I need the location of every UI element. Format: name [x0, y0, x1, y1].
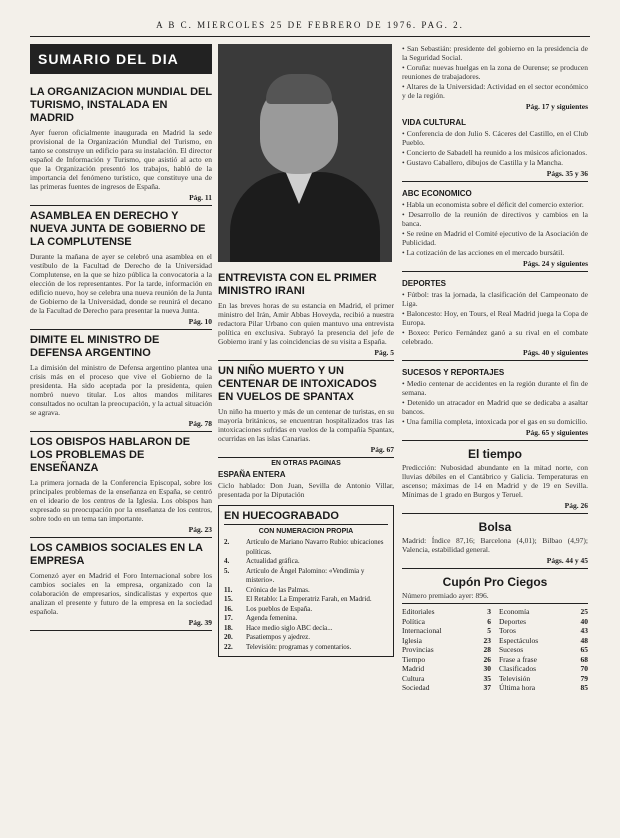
spantax-page: Pág. 67	[370, 445, 394, 454]
bullet-text: Habla un economista sobre el déficit del comercio exterior.	[406, 200, 584, 209]
index-page: 28	[483, 645, 491, 654]
index-label: Deportes	[499, 616, 527, 626]
bullet-text: La cotización de las acciones en el mercado bursátil.	[406, 248, 565, 257]
item-text: Crónica de las Palmas.	[246, 585, 310, 594]
news-bullet: • Detenido un atracador en Madrid que se dedicaba a asaltar bancos.	[402, 398, 588, 416]
article-title: LOS OBISPOS HABLARON DE LOS PROBLEMAS DE ENSEÑANZA	[30, 436, 191, 474]
index-page: 85	[580, 683, 588, 692]
article-body: La primera jornada de la Conferencia Episcopal, sobre los principales problemas de la enseñanza en España, se centró en el ideario de los centros de la Iglesia. Los obispos han expresado su preocupación por la enseñanza de los centros, sobre todo en un tema tan importante.	[30, 478, 212, 523]
news-section	[402, 182, 588, 272]
huecograbado-item	[224, 567, 388, 586]
article-body: Durante la mañana de ayer se celebró una asamblea en el vestíbulo de la Facultad de Derecho de la Universidad Complutense, en la que se hizo pública la convocatoria a la elección de los representantes. Por la tarde, información en edificio nuevo, hoy se celebra una nueva reunión de la Junta de Gobierno de la Universidad, donde se reunirá el decano de la Facultad de Derecho para presentar la nueva Junta.	[30, 252, 212, 315]
huecograbado-item	[224, 614, 388, 624]
index-page: 23	[483, 635, 491, 645]
news-bullet: • Conferencia de don Julio S. Cáceres del Castillo, en el Club Pueblo.	[402, 129, 588, 147]
item-number: 20.	[224, 633, 233, 641]
bolsa-page: Págs. 44 y 45	[546, 556, 588, 565]
item-text: El Retablo: La Emperatriz Farah, en Madrid.	[246, 595, 372, 603]
bullet-text: Concierto de Sabadell ha reunido a los músicos aficionados.	[406, 148, 588, 157]
section-page: Págs. 40 y siguientes	[522, 348, 588, 357]
index-page: 40	[580, 616, 588, 626]
huecograbado-item	[224, 633, 388, 643]
bullet-text: San Sebastián: presidente del gobierno en la presidencia de la Seguridad Social.	[402, 44, 588, 62]
news-bullet: • Altares de la Universidad: Actividad en el sector económico y de la región.	[402, 82, 588, 100]
index-label: Televisión	[499, 673, 531, 683]
huecograbado-item	[224, 557, 388, 567]
index-entry	[402, 655, 491, 665]
huecograbado-item	[224, 624, 388, 634]
index-entry	[499, 645, 588, 655]
summary-article	[30, 330, 212, 432]
bolsa-title: Bolsa	[478, 520, 512, 534]
news-bullet: • Boxeo: Perico Fernández ganó a su rival en el combate celebrado.	[402, 328, 588, 346]
weather-page: Pág. 26	[564, 501, 588, 510]
huecograbado-item	[224, 605, 388, 615]
index-label: Sucesos	[499, 645, 524, 654]
index-entry	[402, 674, 491, 684]
item-text: Televisión: programas y comentarios.	[246, 642, 352, 651]
index-entry	[402, 607, 491, 617]
index-label: Sociedad	[402, 683, 430, 692]
otras-title: EN OTRAS PAGINAS	[271, 460, 341, 467]
interview-body: En las breves horas de su estancia en Madrid, el primer ministro del Irán, Amir Abbas Hoveyda, recibió a nuestra redactora Pilar Urbano con quien mantuvo una entrevista política en exclusiva. Subrayó la presencia del jefe de Gobierno iraní y las coincidencias de su visita a España.	[218, 301, 394, 346]
section-title: ABC ECONOMICO	[402, 189, 472, 198]
article-page: Pág. 78	[188, 419, 212, 428]
section-page: Págs. 35 y 36	[546, 169, 588, 178]
index-page: 25	[580, 607, 588, 616]
bullet-text: Se reúne en Madrid el Comité ejecutivo de la Asociación de Publicidad.	[402, 229, 588, 247]
news-bullet: • Desarrollo de la reunión de directivos y cambios en la banca.	[402, 210, 588, 228]
article-body: Ayer fueron oficialmente inaugurada en Madrid la sede provisional de la Organización Mundial del Turismo, en tanto se construye un edificio para su instalación. El director español de Información y Turismo, que asistió al acto en que la Organización presentó los trabajos, habló de la importancia del fenómeno turístico, que constituye una de las primeras fuentes de ingresos de España.	[30, 128, 212, 191]
index-entry	[402, 664, 491, 674]
index-label: Política	[402, 616, 425, 626]
summary-banner: SUMARIO DEL DIA	[30, 44, 212, 74]
interview-title: ENTREVISTA CON EL PRIMER MINISTRO IRANI	[218, 272, 377, 297]
weather-title: El tiempo	[467, 447, 522, 461]
item-text: Artículo de Ángel Palomino: «Vendimia y misterio».	[246, 566, 365, 584]
spantax-body: Un niño ha muerto y más de un centenar de turistas, en su mayoría británicos, se encuentran hospitalizados tras las intoxicaciones sufridas en vuelos de la compañía Spantax, ocurridas en las islas Canarias.	[218, 407, 394, 443]
summary-column	[30, 44, 212, 631]
article-page: Pág. 23	[188, 525, 212, 534]
article-page: Pág. 11	[189, 193, 212, 202]
index-page: 68	[580, 654, 588, 664]
index-page: 70	[580, 664, 588, 673]
summary-article	[30, 82, 212, 206]
sections	[402, 111, 588, 441]
summary-article	[30, 432, 212, 538]
bullet-text: Gustavo Caballero, dibujos de Castilla y la Mancha.	[406, 158, 563, 167]
item-number: 5.	[224, 566, 230, 575]
summary-article	[30, 538, 212, 631]
index-entry	[499, 636, 588, 646]
index-label: Espectáculos	[499, 635, 539, 645]
index-label: Cultura	[402, 673, 425, 683]
index-label: Editoriales	[402, 607, 435, 616]
masthead: A B C. MIERCOLES 25 DE FEBRERO DE 1976. PAG. 2.	[30, 20, 590, 37]
cupon-body: Número premiado ayer: 896.	[402, 591, 489, 600]
section-title: VIDA CULTURAL	[402, 118, 466, 127]
index-entry	[402, 636, 491, 646]
news-bullet: • Una familia completa, intoxicada por el gas en su domicilio.	[402, 417, 588, 426]
index-entry	[499, 607, 588, 617]
item-number: 17.	[224, 614, 233, 622]
huecograbado-item	[224, 643, 388, 653]
index-page: 3	[487, 607, 491, 616]
huecograbado-title: EN HUECOGRABADO	[224, 510, 388, 525]
huecograbado-box	[218, 505, 394, 657]
index-entry	[499, 655, 588, 665]
news-section	[402, 111, 588, 182]
bullet-text: Medio centenar de accidentes en la región durante el fin de semana.	[402, 379, 588, 397]
news-section	[402, 361, 588, 441]
index-label: Frase a frase	[499, 654, 537, 664]
cupon-title: Cupón Pro Ciegos	[442, 575, 548, 589]
huecograbado-item	[224, 538, 388, 557]
item-text: Hace medio siglo ABC decía...	[246, 623, 333, 632]
item-text: Artículo de Mariano Navarro Rubio: ubicaciones políticas.	[246, 538, 384, 556]
huecograbado-subtitle: CON NUMERACION PROPIA	[258, 528, 354, 535]
bullet-text: Baloncesto: Hoy, en Tours, el Real Madrid juega la Copa de Europa.	[402, 309, 588, 327]
bullet-text: Detenido un atracador en Madrid que se dedicaba a asaltar bancos.	[402, 398, 588, 416]
item-number: 2.	[224, 538, 230, 546]
item-number: 11.	[224, 585, 233, 594]
index-page: 37	[483, 683, 491, 692]
index-page: 48	[580, 635, 588, 645]
index-entry	[499, 617, 588, 627]
index-entry	[499, 664, 588, 674]
index-entry	[499, 626, 588, 636]
bullet-text: Desarrollo de la reunión de directivos y cambios en la banca.	[402, 210, 588, 228]
news-bullet: • Gustavo Caballero, dibujos de Castilla y la Mancha.	[402, 158, 563, 167]
article-title: LOS CAMBIOS SOCIALES EN LA EMPRESA	[30, 542, 203, 567]
index-label: Toros	[499, 626, 516, 635]
index-entry	[402, 645, 491, 655]
section-page: Pág. 65 y siguientes	[525, 428, 588, 437]
item-number: 15.	[224, 595, 233, 603]
news-bullet: • Concierto de Sabadell ha reunido a los músicos aficionados.	[402, 148, 588, 157]
index-label: Madrid	[402, 664, 425, 673]
bullet-text: Una familia completa, intoxicada por el gas en su domicilio.	[406, 417, 588, 426]
interview-page: Pág. 5	[374, 348, 394, 357]
article-title: ASAMBLEA EN DERECHO Y NUEVA JUNTA DE GOBIERNO DE LA COMPLUTENSE	[30, 210, 206, 248]
index-label: Iglesia	[402, 635, 422, 645]
otras-body: Ciclo hablado: Don Juan, Sevilla de Antonio Villar, presentada por la Diputación	[218, 481, 394, 499]
news-bullet: • Se reúne en Madrid el Comité ejecutivo de la Asociación de Publicidad.	[402, 229, 588, 247]
item-text: Pasatiempos y ajedrez.	[246, 633, 310, 641]
index-page: 6	[487, 616, 491, 626]
index-label: Provincias	[402, 645, 434, 654]
summary-article	[30, 206, 212, 330]
item-number: 16.	[224, 604, 233, 613]
index-label: Clasificados	[499, 664, 537, 673]
article-page: Pág. 10	[188, 317, 212, 326]
article-body: La dimisión del ministro de Defensa argentino plantea una crisis más en el proceso que vive el Gobierno de la presidenta. Ha sido aceptada por la presidenta, quien nombró nuevo titular. Los altos mandos militares consultados no ocultan la preocupación, y la actual situación se agrava.	[30, 363, 212, 417]
section-title: DEPORTES	[402, 279, 447, 288]
top-bullets	[402, 44, 588, 100]
article-title: DIMITE EL MINISTRO DE DEFENSA ARGENTINO	[30, 334, 160, 359]
index-label: Tiempo	[402, 654, 426, 664]
weather-body: Predicción: Nubosidad abundante en la mitad norte, con lluvias débiles en el Cantábrico y Galicia. Temperaturas en ascenso; máximas de 14 en Madrid y de 19 en Sevilla. Mínimas de 1 grado en Burgos y Teruel.	[402, 463, 588, 499]
huecograbado-list	[224, 538, 388, 652]
section-index	[402, 607, 588, 693]
index-entry	[499, 683, 588, 693]
news-bullet: • San Sebastián: presidente del gobierno en la presidencia de la Seguridad Social.	[402, 44, 588, 62]
index-page: 35	[483, 673, 491, 683]
article-title: LA ORGANIZACION MUNDIAL DEL TURISMO, INSTALADA EN MADRID	[30, 86, 212, 124]
huecograbado-item	[224, 586, 388, 596]
bullet-text: Coruña: nuevas huelgas en la zona de Ourense; se producen reuniones de trabajadores.	[402, 63, 588, 81]
spantax-title: UN NIÑO MUERTO Y UN CENTENAR DE INTOXICADOS EN VUELOS DE SPANTAX	[218, 365, 377, 403]
top-page: Pág. 17 y siguientes	[525, 102, 588, 111]
item-text: Agenda femenina.	[246, 614, 298, 622]
article-body: Comenzó ayer en Madrid el Foro Internacional sobre los cambios sociales en la empresa, organizado con la colaboración de empresarios, sindicalistas y expertos que analizan el presente y futuro de la empresa en la sociedad española.	[30, 571, 212, 616]
right-column	[402, 44, 588, 693]
bullet-text: Boxeo: Perico Fernández ganó a su rival en el combate celebrado.	[402, 328, 588, 346]
item-number: 4.	[224, 557, 230, 565]
bullet-text: Altares de la Universidad: Actividad en el sector económico y de la región.	[402, 82, 588, 100]
bullet-text: Fútbol: tras la jornada, la clasificación del Campeonato de Liga.	[402, 290, 588, 308]
index-page: 5	[487, 626, 491, 635]
index-entry	[499, 674, 588, 684]
index-label: Economía	[499, 607, 530, 616]
item-number: 22.	[224, 642, 233, 651]
index-label: Última hora	[499, 683, 536, 692]
huecograbado-item	[224, 595, 388, 605]
news-section	[402, 272, 588, 361]
bullet-text: Conferencia de don Julio S. Cáceres del Castillo, en el Club Pueblo.	[402, 129, 588, 147]
news-bullet: • Fútbol: tras la jornada, la clasificación del Campeonato de Liga.	[402, 290, 588, 308]
prime-minister-photo	[218, 44, 392, 262]
article-page: Pág. 39	[188, 618, 212, 627]
news-bullet: • La cotización de las acciones en el mercado bursátil.	[402, 248, 565, 257]
index-entry	[402, 683, 491, 693]
item-number: 18.	[224, 623, 233, 632]
section-title: SUCESOS Y REPORTAJES	[402, 368, 505, 377]
summary-articles	[30, 82, 212, 631]
index-page: 43	[580, 626, 588, 635]
index-entry	[402, 617, 491, 627]
index-page: 79	[580, 673, 588, 683]
news-bullet: • Medio centenar de accidentes en la región durante el fin de semana.	[402, 379, 588, 397]
index-page: 26	[483, 654, 491, 664]
index-entry	[402, 626, 491, 636]
bolsa-body: Madrid: Índice 87,16; Barcelona (4,01); Bilbao (4,97); Valencia, estabilidad general.	[402, 536, 588, 554]
index-label: Internacional	[402, 626, 442, 635]
index-page: 30	[483, 664, 491, 673]
news-bullet: • Coruña: nuevas huelgas en la zona de Ourense; se producen reuniones de trabajadores.	[402, 63, 588, 81]
section-page: Págs. 24 y siguientes	[522, 259, 588, 268]
item-text: Actualidad gráfica.	[246, 557, 300, 565]
center-column	[218, 44, 394, 657]
item-text: Los pueblos de España.	[246, 604, 313, 613]
index-page: 65	[580, 645, 588, 654]
otras-sub: ESPAÑA ENTERA	[218, 470, 286, 479]
news-bullet: • Baloncesto: Hoy, en Tours, el Real Madrid juega la Copa de Europa.	[402, 309, 588, 327]
news-bullet: • Habla un economista sobre el déficit del comercio exterior.	[402, 200, 584, 209]
